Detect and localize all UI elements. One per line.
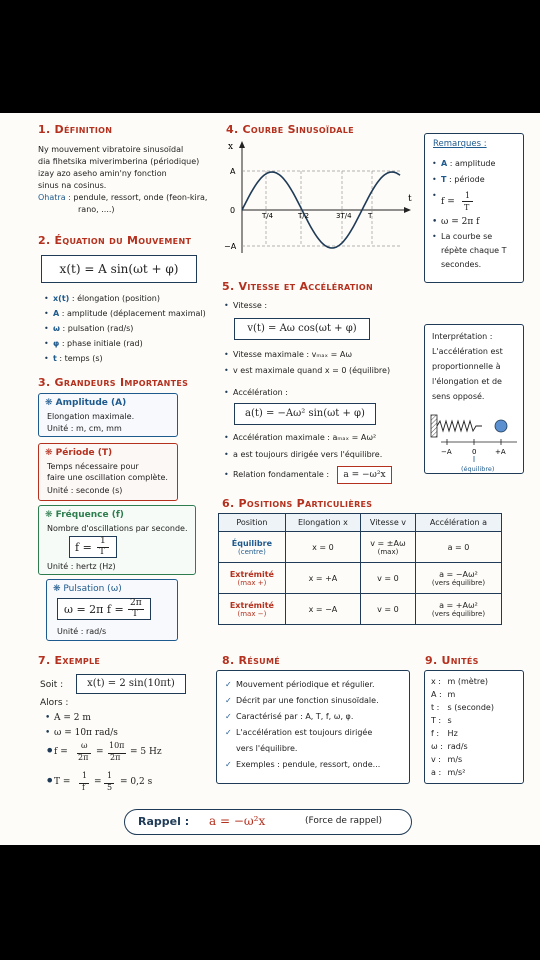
a-sub: (vers équilibre) xyxy=(431,578,486,587)
T-lhs: • T = xyxy=(54,777,71,787)
remarque-item xyxy=(441,156,507,172)
unit-row xyxy=(431,714,494,727)
vitesse-label: • Vitesse : xyxy=(233,300,267,312)
x-tick-period: T xyxy=(368,212,373,220)
a-value: a = 0 xyxy=(447,542,470,552)
section-grandeurs-title: 3. Grandeurs Importantes xyxy=(38,376,189,389)
interpretation-title: Interprétation : xyxy=(432,332,493,341)
unit-value: rad/s xyxy=(447,742,468,751)
symbol: x(t) xyxy=(53,294,70,303)
vitesse-max: • Vitesse maximale : vₘₐₓ = Aω xyxy=(233,349,352,361)
unit-row xyxy=(431,740,494,753)
acceleration-max: • Accélération maximale : aₘₐₓ = Aω² xyxy=(233,432,376,444)
amplitude-desc: Elongation maximale. xyxy=(47,412,135,421)
a-value: a = +Aω² xyxy=(439,600,478,610)
equation-symbols-list xyxy=(53,291,206,366)
section-courbe-title: 4. Courbe Sinusoïdale xyxy=(226,123,354,136)
section-equation-title: 2. Équation du Mouvement xyxy=(38,234,192,247)
unites-box xyxy=(424,670,524,784)
y-axis-arrow xyxy=(239,141,245,148)
table-cell-x: x = −A xyxy=(285,594,360,625)
resume-item: ✓ L'accélération est toujours dirigée xyxy=(236,725,380,741)
remarque-item xyxy=(441,172,507,188)
position-name: Extrémité xyxy=(229,600,274,610)
y-tick-A: A xyxy=(230,167,236,176)
frequence-den: T xyxy=(99,547,106,557)
pulsation-title: ❋ Pulsation (ω) xyxy=(53,584,122,594)
unit-symbol: a : xyxy=(431,768,442,777)
section-definition-title: 1. Définition xyxy=(38,123,113,136)
f-num-1: ω xyxy=(81,741,88,750)
definition-line: izay azo aseho amin'ny fonction xyxy=(38,169,167,178)
axis-zero: 0 xyxy=(472,448,477,456)
unit-value: m/s xyxy=(447,755,463,764)
axis-minusA: −A xyxy=(441,448,452,456)
section-positions-title: 6. Positions Particulières xyxy=(222,497,373,510)
periode-desc-1: Temps nécessaire pour xyxy=(47,462,139,471)
x-axis-label: t xyxy=(408,194,412,204)
acceleration-label: • Accélération : xyxy=(233,387,288,399)
spring xyxy=(437,421,482,431)
table-header: Accélération a xyxy=(415,514,501,532)
axis-plusA: +A xyxy=(495,448,506,456)
note-line: secondes. xyxy=(441,260,482,269)
unit-symbol: A : xyxy=(431,690,442,699)
y-tick-minusA: −A xyxy=(224,242,237,251)
frequence-desc: Nombre d'oscillations par seconde. xyxy=(47,524,188,533)
remarques-title: Remarques : xyxy=(433,139,487,149)
acceleration-formula-box: a(t) = −Aω² sin(ωt + φ) xyxy=(234,403,376,425)
pulsation-num: 2π xyxy=(130,598,142,608)
symbol: t xyxy=(53,354,57,363)
interpretation-line: proportionnelle à xyxy=(432,362,501,371)
position-sub: (centre) xyxy=(237,547,266,556)
T-result: = 0,2 s xyxy=(120,777,153,787)
section-unites-title: 9. Unités xyxy=(425,654,479,667)
unit-value: s xyxy=(447,716,452,725)
periode-desc-2: faire une oscillation complète. xyxy=(47,473,168,482)
symbol: φ xyxy=(53,339,60,348)
exemple-periode xyxy=(54,771,194,797)
f-lhs: • f = xyxy=(441,197,455,207)
resume-item: ✓ Mouvement périodique et régulier. xyxy=(236,677,380,693)
y-tick-0: 0 xyxy=(230,206,236,215)
exemple-amplitude: • A = 2 m xyxy=(54,712,91,724)
symbol-desc: : phase initiale (rad) xyxy=(61,339,143,348)
table-header-row xyxy=(219,514,502,532)
f-den: T xyxy=(464,203,470,212)
symbol: A xyxy=(53,309,60,318)
definition-line: sinus na cosinus. xyxy=(38,181,107,190)
resume-item: ✓ Décrit par une fonction sinusoïdale. xyxy=(236,693,380,709)
definition-line: dia fihetsika miverimberina (périodique) xyxy=(38,157,200,166)
symbol-desc: : temps (s) xyxy=(59,354,103,363)
symbol-desc: : élongation (position) xyxy=(71,294,160,303)
f-den-1: 2π xyxy=(78,753,89,762)
frequence-unit: Unité : hertz (Hz) xyxy=(47,562,116,571)
alors-label: Alors : xyxy=(40,698,69,708)
unit-symbol: ω : xyxy=(431,742,443,751)
symbol-desc: : amplitude (déplacement maximal) xyxy=(61,309,206,318)
exemple-pulsation: • ω = 10π rad/s xyxy=(54,727,118,739)
T-num-1: 1 xyxy=(82,771,88,780)
rappel-label: Rappel : xyxy=(138,815,190,828)
unit-value: m xyxy=(447,690,456,699)
y-axis-label: x xyxy=(228,142,234,152)
unit-symbol: x : xyxy=(431,677,441,686)
x-axis-arrow xyxy=(404,207,411,213)
pulsation-unit: Unité : rad/s xyxy=(57,627,107,636)
pulsation-card xyxy=(46,579,178,641)
position-sub: (max −) xyxy=(237,609,267,618)
unit-value: m/s² xyxy=(447,768,466,777)
symbol-item xyxy=(53,291,206,306)
section-resume-title: 8. Résumé xyxy=(222,654,280,667)
rappel-banner xyxy=(124,809,412,835)
position-name: Extrémité xyxy=(229,569,274,579)
interpretation-text xyxy=(432,329,503,404)
symbol: T xyxy=(441,175,447,184)
table-cell-v xyxy=(361,532,416,563)
resume-item: ✓ Exemples : pendule, ressort, onde... xyxy=(236,757,380,773)
ohatra-text: pendule, ressort, onde (feon-kira, xyxy=(73,193,208,202)
equation-formula-box: x(t) = A sin(ωt + φ) xyxy=(41,255,197,283)
equilibre-label: (équilibre) xyxy=(461,465,495,473)
frequence-lhs: f = xyxy=(75,541,92,554)
table-cell-x: x = +A xyxy=(285,563,360,594)
positions-table xyxy=(218,513,502,625)
rappel-formula: a = −ω²x xyxy=(209,814,266,828)
remarque-f-formula xyxy=(441,188,507,214)
v-value: v = ±Aω xyxy=(370,538,406,548)
acceleration-direction: • a est toujours dirigée vers l'équilibre. xyxy=(233,449,382,461)
ohatra-text-2: rano, ....) xyxy=(78,205,115,214)
unit-symbol: v : xyxy=(431,755,441,764)
interpretation-line: l'élongation et de xyxy=(432,377,502,386)
table-cell-position xyxy=(219,594,286,625)
ohatra-line xyxy=(38,192,207,204)
unit-symbol: T : xyxy=(431,716,442,725)
a-sub: (vers équilibre) xyxy=(431,609,486,618)
table-cell-position xyxy=(219,563,286,594)
unites-list xyxy=(431,675,494,779)
v-sub: (max) xyxy=(377,547,399,556)
f-result: = 5 Hz xyxy=(130,747,162,757)
table-cell-a xyxy=(415,594,501,625)
table-header: Elongation x xyxy=(285,514,360,532)
table-header: Position xyxy=(219,514,286,532)
x-tick-half: T/2 xyxy=(298,212,310,220)
symbol-item xyxy=(53,336,206,351)
table-cell-v: v = 0 xyxy=(361,563,416,594)
f-num-2: 10π xyxy=(109,741,125,750)
position-name: Équilibre xyxy=(231,538,273,548)
amplitude-card xyxy=(38,393,178,437)
symbol-desc: : pulsation (rad/s) xyxy=(62,324,134,333)
sinus-curve-graph xyxy=(222,139,418,259)
T-den-2: 5 xyxy=(107,783,113,792)
unit-row xyxy=(431,766,494,779)
resume-item-cont: vers l'équilibre. xyxy=(236,744,298,753)
vitesse-max-condition: • v est maximale quand x = 0 (équilibre) xyxy=(233,365,390,377)
remarque-note xyxy=(441,230,507,272)
unit-row xyxy=(431,688,494,701)
unit-value: Hz xyxy=(447,729,458,738)
table-row xyxy=(219,563,502,594)
table-cell-a xyxy=(415,563,501,594)
symbol-item xyxy=(53,306,206,321)
exemple-formula-box: x(t) = 2 sin(10πt) xyxy=(76,674,186,694)
remarques-list xyxy=(441,156,507,272)
pulsation-den: T xyxy=(132,609,139,619)
f-den-2: 2π xyxy=(110,753,121,762)
table-cell-v: v = 0 xyxy=(361,594,416,625)
vitesse-formula-box: v(t) = Aω cos(ωt + φ) xyxy=(234,318,370,340)
symbol-desc: : période xyxy=(449,175,485,184)
T-den-1: f xyxy=(82,783,85,792)
table-row xyxy=(219,594,502,625)
periode-card xyxy=(38,443,178,501)
unit-symbol: t : xyxy=(431,703,440,712)
relation-formula-box: a = −ω²x xyxy=(337,466,392,484)
wall xyxy=(431,415,437,437)
unit-value: m (mètre) xyxy=(447,677,489,686)
mass-ball xyxy=(495,420,507,432)
unit-row xyxy=(431,675,494,688)
table-cell-x: x = 0 xyxy=(285,532,360,563)
unit-symbol: f : xyxy=(431,729,440,738)
rappel-note: (Force de rappel) xyxy=(305,816,383,826)
table-header: Vitesse v xyxy=(361,514,416,532)
frequence-title: ❋ Fréquence (f) xyxy=(45,510,124,520)
position-sub: (max +) xyxy=(237,578,267,587)
x-tick-threequarter: 3T/4 xyxy=(336,212,352,220)
remarques-box xyxy=(424,133,524,283)
periode-title: ❋ Période (T) xyxy=(45,448,113,458)
periode-unit: Unité : seconde (s) xyxy=(47,486,123,495)
unit-row xyxy=(431,753,494,766)
a-value: a = −Aω² xyxy=(439,569,478,579)
cheat-sheet xyxy=(0,113,540,845)
pulsation-lhs: ω = 2π f = xyxy=(64,603,124,616)
resume-item: ✓ Caractérisé par : A, T, f, ω, φ. xyxy=(236,709,380,725)
f-lhs: • f = xyxy=(54,747,68,757)
spring-diagram xyxy=(427,407,523,473)
resume-list xyxy=(236,677,380,773)
symbol-item xyxy=(53,351,206,366)
table-cell-a xyxy=(415,532,501,563)
exemple-frequence xyxy=(54,741,194,767)
table-cell-position xyxy=(219,532,286,563)
frequence-num: 1 xyxy=(100,536,106,546)
interpretation-box xyxy=(424,324,524,474)
resume-box xyxy=(216,670,410,784)
unit-row xyxy=(431,727,494,740)
amplitude-title: ❋ Amplitude (A) xyxy=(45,398,127,408)
unit-row xyxy=(431,701,494,714)
section-vitesse-title: 5. Vitesse et Accélération xyxy=(222,280,374,293)
unit-value: s (seconde) xyxy=(447,703,494,712)
symbol: ω xyxy=(53,324,60,333)
ohatra-label: Ohatra : xyxy=(38,193,71,202)
relation-label: • Relation fondamentale : xyxy=(233,469,329,481)
definition-line: Ny mouvement vibratoire sinusoïdal xyxy=(38,145,184,154)
T-num-2: 1 xyxy=(107,771,113,780)
symbol-desc: : amplitude xyxy=(449,159,496,168)
equals: = xyxy=(96,747,104,757)
definition-text xyxy=(38,144,207,216)
remarque-omega: • ω = 2π f xyxy=(441,214,507,230)
symbol: A xyxy=(441,159,448,168)
frequence-card xyxy=(38,505,196,575)
symbol-item xyxy=(53,321,206,336)
interpretation-line: L'accélération est xyxy=(432,347,503,356)
interpretation-line: sens opposé. xyxy=(432,392,485,401)
pulsation-formula-box xyxy=(57,598,151,620)
table-row xyxy=(219,532,502,563)
f-num: 1 xyxy=(465,191,471,200)
section-exemple-title: 7. Exemple xyxy=(38,654,101,667)
x-tick-quarter: T/4 xyxy=(262,212,274,220)
equals: = xyxy=(94,777,102,787)
note-line: • La courbe se xyxy=(441,232,493,241)
frequence-formula-box xyxy=(69,536,117,558)
soit-label: Soit : xyxy=(40,680,64,690)
note-line: répète chaque T xyxy=(441,246,507,255)
amplitude-unit: Unité : m, cm, mm xyxy=(47,424,122,433)
